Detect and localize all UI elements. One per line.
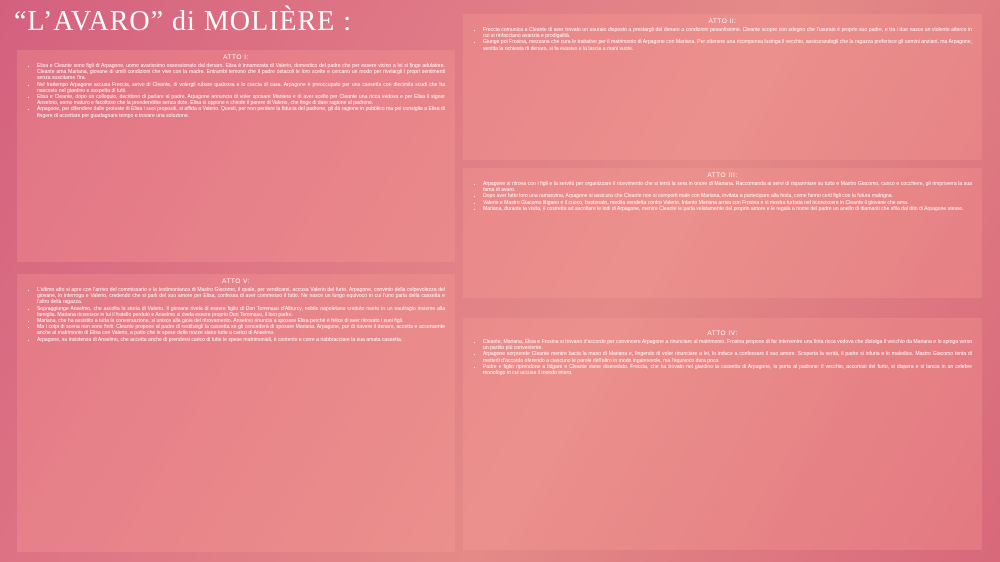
act-paragraph: • Freccia comunica a Cleante di aver trovato un usuraio disposto a prestargli del denaro a condizioni pesantissime. Cleante scopre con sdegno che l’usuraio è proprio suo padre, e tra i due nasce un violento alterco in cui si rinfacciano avarizia e prodigalità. [483, 27, 972, 39]
act-heading: ATTO II: [708, 18, 737, 25]
act-paragraph: • Valerio e Mastro Giacomo litigano e il cuoco, bastonato, medita vendetta contro Valerio. Intanto Mariana arriva con Frosina e si mostra turbata nel riconoscere in Cleante il giovane che ama. [483, 200, 972, 206]
act-list [473, 27, 972, 52]
act-5-panel [17, 274, 455, 552]
act-heading: ATTO III: [707, 172, 738, 179]
act-list [473, 339, 972, 376]
act-paragraph: • Elisa e Cleante sono figli di Arpagone, uomo avarissimo ossessionato dal denaro. Elisa è innamorata di Valerio, domestico del padre che per essere vicino a lei si finge adulatore. Cleante ama Mariana, giovane di umili condizioni che vive con la madre. Entrambi temono che il padre ostacoli le loro scelte e cercano un modo per rivelargli i propri sentimenti senza suscitarne l’ira. [37, 63, 445, 82]
act-list [27, 63, 445, 119]
act-paragraph: • Sopraggiunge Anselmo, che ascolta la storia di Valerio. Il giovane rivela di essere figlio di Don Tommaso d’Alburcy, nobile napoletano creduto morto in un naufragio insieme alla famiglia. Mariana riconosce in lui il fratello perduto e Anselmo si rivela essere proprio Don Tommaso, il loro padre. [37, 306, 445, 318]
act-paragraph: • Giunge poi Frosina, mezzana che cura le trattative per il matrimonio di Arpagone con Mariana. Per ottenere una ricompensa lusinga il vecchio, assicurandogli che la ragazza preferisce gli uomini anziani, ma Arpagone, sentita la richiesta di denaro, si fa evasivo e la lascia a mani vuote. [483, 39, 972, 51]
act-heading: ATTO V: [222, 278, 250, 285]
act-heading: ATTO IV: [707, 330, 738, 337]
act-1-panel [17, 50, 455, 262]
act-2-panel [463, 14, 982, 160]
act-paragraph: • L’ultimo atto si apre con l’arrivo del commissario e la testimonianza di Mastro Giacomo, il quale, per vendicarsi, accusa Valerio del furto. Arpagone, convinto della colpevolezza del giovane, lo interroga e Valerio, credendo che si parli del suo amore per Elisa, confessa di aver commesso il fatto. Ne nasce un lungo equivoco in cui l’uno parla della cassetta e l’altro della ragazza. [37, 287, 445, 306]
act-paragraph: • Mariana, che ha assistito a tutta la conversazione, si unisce alla gioia del ritrovamento. Anselmo rinuncia a sposare Elisa perché è felice di aver ritrovato i suoi figli. [37, 318, 445, 324]
act-paragraph: • Mariana, durante la visita, è costretta ad ascoltare le lodi di Arpagone, mentre Cleante le parla velatamente del proprio amore e le regala a nome del padre un anello di diamanti che sfila dal dito di Arpagone stesso. [483, 206, 972, 212]
act-paragraph: • Padre e figlio riprendono a litigare e Cleante viene diseredato. Freccia, che ha trovato nel giardino la cassetta di Arpagone, la porta al padrone: il vecchio, accortosi del furto, si dispera e si lancia in un celebre monologo in cui accusa il mondo intero. [483, 364, 972, 376]
act-paragraph: • Arpagone si ritrova con i figli e la servitù per organizzare il ricevimento che si terrà la sera in onore di Mariana. Raccomanda ai servi di risparmiare su tutto e Mastro Giacomo, cuoco e cocchiere, gli rimprovera la sua fama di avaro. [483, 181, 972, 193]
act-heading: ATTO I: [223, 54, 249, 61]
act-paragraph: • Arpagone, per difendere dalle proteste di Elisa i suoi propositi, si affida a Valerio. Questi, per non perdere la fiducia del padrone, gli dà ragione in pubblico ma poi consiglia a Elisa di fingere di accettare per guadagnare tempo e trovare una soluzione. [37, 106, 445, 118]
act-paragraph: • Ma i colpi di scena non sono finiti: Cleante propone al padre di restituirgli la cassetta se gli concederà di sposare Mariana. Arpagone, pur di riavere il denaro, accetta e acconsente anche al matrimonio di Elisa con Valerio, a patto che le spese delle nozze siano tutte a carico di Anselmo. [37, 324, 445, 336]
act-list [473, 181, 972, 212]
act-paragraph: • Elisa e Cleante, dopo un colloquio, decidono di parlare al padre. Arpagone annuncia di voler sposare Mariana e di aver scelto per Cleante una ricca vedova e per Elisa il signor Anselmo, uomo maturo e facoltoso che la prenderebbe senza dote. Elisa si oppone e chiede il parere di Valerio, che finge di dare ragione al padrone. [37, 94, 445, 106]
act-paragraph: • Arpagone sorprende Cleante mentre bacia la mano di Mariana e, fingendo di voler rinunciare a lei, lo induce a confessare il suo amore. Scoperta la verità, il padre si infuria e lo maledice. Mastro Giacomo tenta di metterli d’accordo riferendo a ciascuno le parole dell’altro in modo ingannevole, ma l’equivoco dura poco. [483, 351, 972, 363]
page-title: “L’AVARO” di MOLIÈRE : [14, 6, 353, 37]
act-paragraph: • Arpagone, su insistenza di Anselmo, che accetta anche di prendersi carico di tutte le spese matrimoniali, è contento e corre a riabbracciare la sua amata cassetta. [37, 337, 445, 343]
act-3-panel [463, 168, 982, 298]
act-paragraph: • Cleante, Mariana, Elisa e Frosina si trovano d’accordo per convincere Arpagone a rinunciare al matrimonio. Frosina propone di far intervenire una finta ricca vedova che distolga il vecchio da Mariana e lo spinga verso un partito più conveniente. [483, 339, 972, 351]
act-list [27, 287, 445, 343]
act-4-panel [463, 318, 982, 550]
act-paragraph: • Nel frattempo Arpagone accusa Freccia, servo di Cleante, di volergli rubare qualcosa e lo caccia di casa. Arpagone è preoccupato per una cassetta con diecimila scudi che ha nascosto nel giardino e sospetta di tutti. [37, 82, 445, 94]
act-paragraph: • Dopo aver fatto loro una ramanzina, Arpagone si assicura che Cleante non si comporti male con Mariana, invitata a partecipare alla festa, come fanno certi figli con la futura matrigna. [483, 193, 972, 199]
